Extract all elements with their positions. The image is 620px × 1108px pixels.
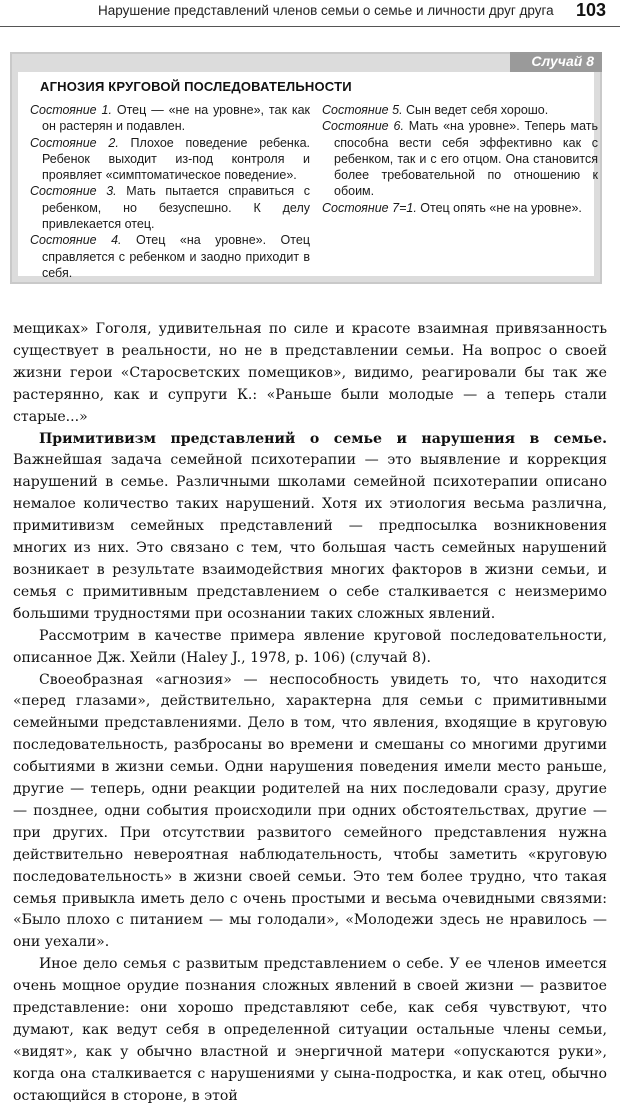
- case-state-4: Состояние 4. Отец «на уровне». Отец справляется с ребенком и заодно приходит в себя.: [30, 233, 310, 280]
- page-number: 103: [575, 0, 606, 20]
- case-tag-label: Случай 8: [531, 53, 594, 69]
- case-state-5: Состояние 5. Сын ведет себя хорошо.: [322, 103, 549, 117]
- paragraph-4: Своеобразная «агнозия» — неспособность увидеть то, что находится «перед глазами», действительно, характерна для семьи с примитивными семейными представлениями. Дело в том, что явления, входящие в круговую последовательность, разбросаны во времени и смешаны со многими другими событиями в жизни семьи. Одни нарушения поведения имели место раньше, другие — теперь, одни реакции родителей на них последовали сразу, другие — позднее, одни события происходили при одних обстоятельствах, другие — при других. При отсутствии развитого семейного представления нужна действительно невероятная наблюдательность, чтобы заметить «круговую последовательность» в жизни своей семьи. Это тем более трудно, что такая семья привыкла иметь дело с очень простыми и весьма очевидными связями: «Было плохо с питанием — мы голодали», «Молодежи здесь не нравилось — они уехали».: [13, 671, 607, 951]
- case-state-3: Состояние 3. Мать пытается справиться с ребенком, но безуспешно. К делу привлекается отец.: [30, 184, 311, 232]
- paragraph-1: мещиках» Гоголя, удивительная по силе и красоте взаимная привязанность существует в реальности, но не в представлении семьи. На вопрос о своей жизни герои «Старосветских помещиков», видимо, реагировали бы так же растерянно, как и супруги К.: «Раньше были молодые — а теперь стали старые...»: [13, 321, 607, 425]
- paragraph-5: Иное дело семья с развитым представлением о себе. У ее членов имеется очень мощное орудие познания сложных явлений в своей жизни — развитое представление: они хорошо представляют себе, как себя чувствуют, что думают, как ведут себя в определенной ситуации остальные члены семьи, «видят», как у обычно властной и энергичной матери «опускаются руки», когда она сталкивается с нарушениями у сына-подростка, и как отец, обычно остающийся в стороне, в этой: [13, 956, 607, 1104]
- case-states-right: [322, 102, 598, 216]
- paragraph-2: Примитивизм представлений о семье и нарушения в семье. Важнейшая задача семейной психотерапии — это выявление и коррекция нарушений в семье. Различными школами семейной психотерапии описано немалое количество таких нарушений. Хотя их этиология весьма различна, примитивизм семейных представлений — предпосылка возникновения многих из них. Это связано с тем, что большая часть семейных нарушений возникает в результате взаимодействия многих факторов в жизни семьи, и семья с примитивным представлением о себе сталкивается с неизмеримо большими трудностями при осознании таких сложных явлений.: [13, 430, 607, 622]
- running-header-title: Нарушение представлений членов семьи о семье и личности друг друга: [98, 3, 554, 18]
- body-text: [13, 319, 607, 1108]
- case-states-left: [30, 102, 310, 281]
- case-state-7: Состояние 7=1. Отец опять «не на уровне».: [322, 200, 582, 215]
- case-content: [18, 72, 598, 280]
- case-box: [10, 52, 602, 284]
- case-state-6: Состояние 6. Мать «на уровне». Теперь мать способна вести себя эффективно как с ребенком, так и с его отцом. Она становится более требовательной по отношению к обоим.: [322, 119, 598, 199]
- paragraph-3: Рассмотрим в качестве примера явление круговой последовательности, описанное Дж. Хейли (Haley J., 1978, p. 106) (случай 8).: [13, 627, 607, 666]
- case-state-2: Состояние 2. Плохое поведение ребенка. Ребенок выходит из-под контроля и проявляет «симптоматическое поведение».: [30, 135, 310, 183]
- case-state-1: Состояние 1. Отец — «не на уровне», так как он растерян и подавлен.: [30, 103, 310, 134]
- running-header: [0, 0, 620, 26]
- header-rule: [0, 26, 620, 27]
- case-tag: [510, 52, 602, 72]
- paragraph-2-heading: Примитивизм представлений о семье и нарушения в семье.: [39, 430, 607, 447]
- case-title: АГНОЗИЯ КРУГОВОЙ ПОСЛЕДОВАТЕЛЬНОСТИ: [40, 79, 352, 94]
